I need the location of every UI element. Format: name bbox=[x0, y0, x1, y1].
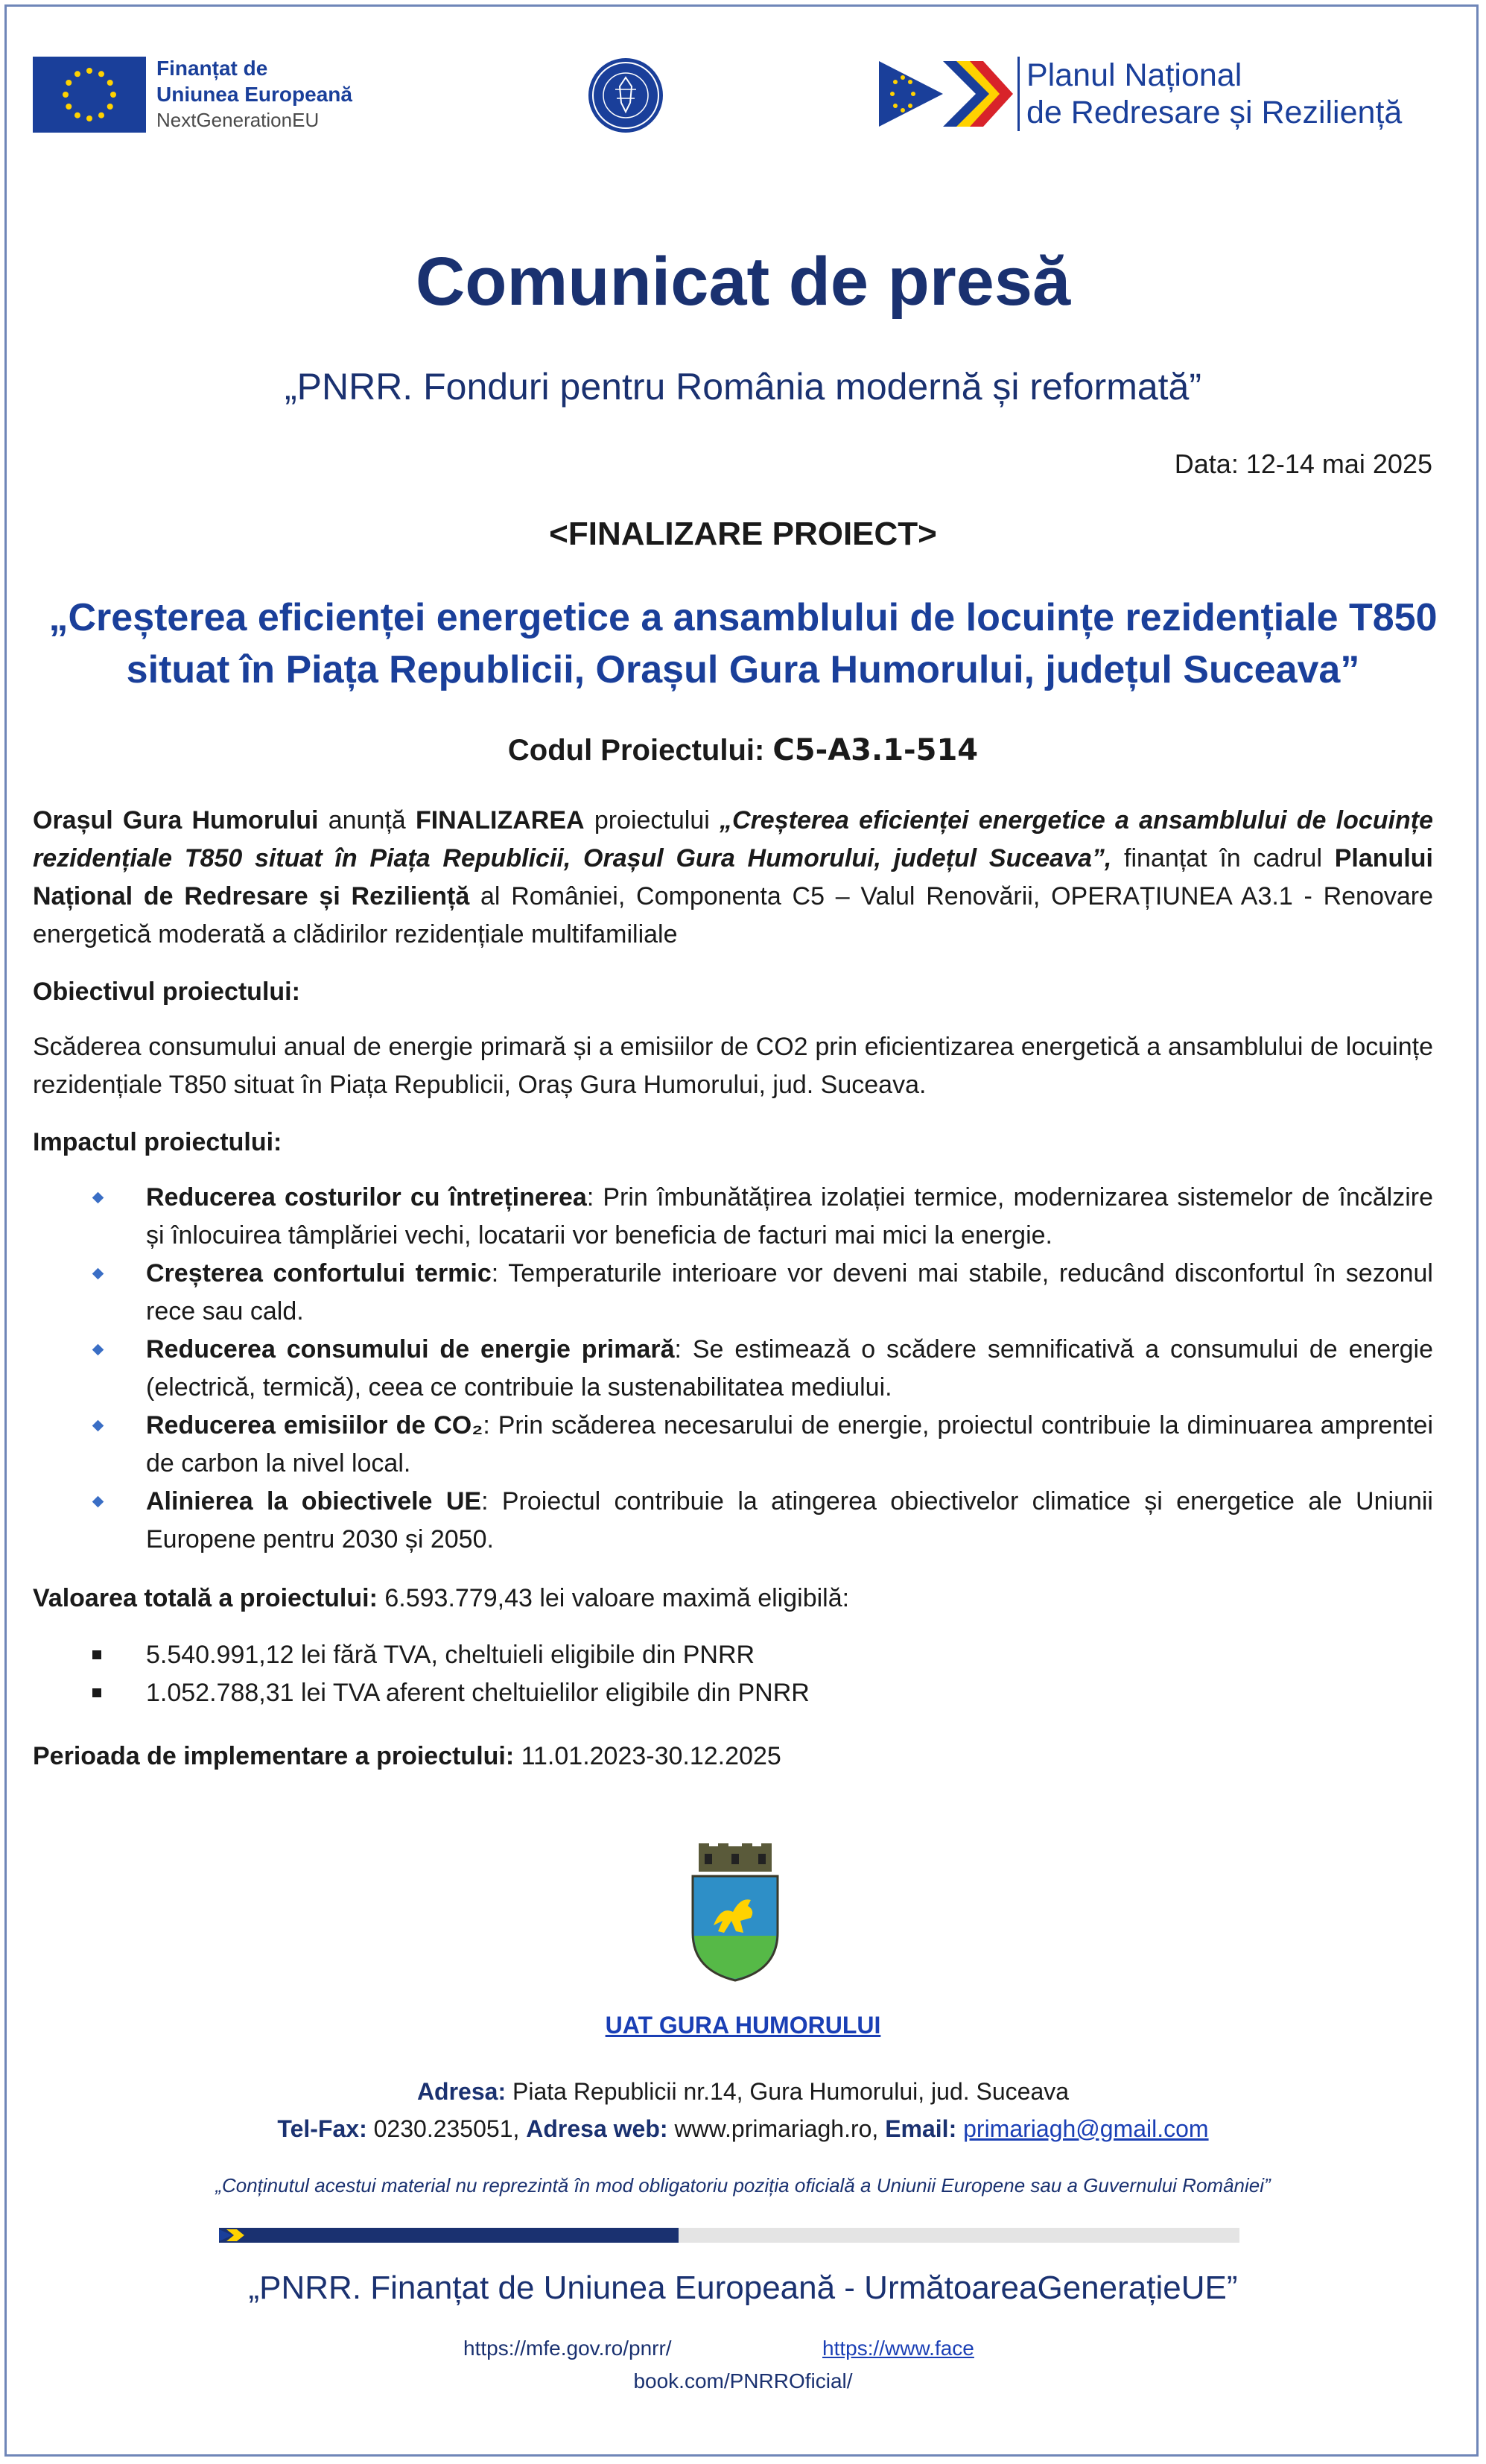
eu-star bbox=[74, 113, 80, 118]
project-code bbox=[0, 733, 1486, 767]
list-item bbox=[33, 1179, 1433, 1255]
progress-bar bbox=[219, 2228, 1239, 2243]
eu-star bbox=[110, 92, 116, 98]
intro-t1: anunță bbox=[318, 806, 416, 834]
impact-bold: Reducerea consumului de energie primară bbox=[146, 1335, 675, 1364]
list-item bbox=[33, 1483, 1433, 1559]
square-bullet-icon bbox=[92, 1650, 101, 1659]
eu-star bbox=[98, 71, 104, 77]
diamond-bullet-icon bbox=[92, 1268, 104, 1280]
intro-finalizarea: FINALIZAREA bbox=[415, 806, 585, 834]
intro-org: Orașul Gura Humorului bbox=[33, 806, 319, 834]
list-item bbox=[33, 1674, 1433, 1712]
intro-t4: al României, Componenta C5 – Valul Renovării, OPERAȚIUNEA A3.1 - Renovare energetică moderată a clădirilor rezidențiale multifamiliale bbox=[33, 882, 1433, 948]
pnrr-logo-icon bbox=[879, 55, 1013, 133]
intro-paragraph bbox=[33, 802, 1433, 954]
diamond-bullet-icon bbox=[92, 1420, 104, 1432]
web-value: www.primariagh.ro, bbox=[667, 2115, 886, 2142]
impact-bold: Alinierea la obiectivele UE bbox=[146, 1487, 482, 1516]
diamond-bullet-icon bbox=[92, 1344, 104, 1356]
eu-star bbox=[98, 113, 104, 118]
total-value-text: 6.593.779,43 lei valoare maximă eligibilă: bbox=[377, 1584, 850, 1612]
facebook-link-continued[interactable]: book.com/PNRROficial/ bbox=[633, 2369, 853, 2392]
project-code-label: Codul Proiectului: bbox=[507, 734, 773, 767]
finalizare-heading: <FINALIZARE PROIECT> bbox=[549, 516, 937, 552]
pnrr-arrow-icon bbox=[219, 2228, 264, 2243]
telfax-label: Tel-Fax: bbox=[277, 2115, 367, 2142]
address-line bbox=[0, 2073, 1486, 2110]
address-value: Piata Republicii nr.14, Gura Humorului, jud. Suceava bbox=[506, 2078, 1070, 2105]
eu-star bbox=[86, 68, 92, 74]
footer-slogan: „PNRR. Finanțat de Uniunea Europeană - UrmătoareaGenerațieUE” bbox=[248, 2270, 1238, 2306]
eu-star bbox=[66, 80, 72, 86]
telfax-value: 0230.235051, bbox=[366, 2115, 527, 2142]
list-item bbox=[33, 1636, 1433, 1674]
eu-star bbox=[74, 71, 80, 77]
impact-text: : Prin îmbunătățirea izolației termice, modernizarea sistemelor de încălzire și înlocuirea tâmplăriei vechi, locatarii vor beneficia de facturi mai mici la energie. bbox=[146, 1183, 1433, 1250]
total-value bbox=[33, 1580, 1433, 1618]
page-title: Comunicat de presă bbox=[415, 244, 1071, 320]
diamond-bullet-icon bbox=[92, 1192, 104, 1204]
implementation-period bbox=[33, 1738, 1433, 1776]
intro-project: „Creșterea eficienței energetice a ansamblului de locuințe rezidențiale T850 situat în Piața Republicii, Orașul Gura Humorului, județul Suceava”, bbox=[33, 806, 1433, 872]
facebook-link[interactable]: https://www.face bbox=[822, 2337, 974, 2360]
eu-line1: Finanțat de bbox=[156, 57, 268, 80]
impact-text: : Proiectul contribuie la atingerea obiectivelor climatice și energetice ale Uniunii Europene pentru 2030 și 2050. bbox=[146, 1487, 1433, 1554]
value-item: 5.540.991,12 lei fără TVA, cheltuieli eligibile din PNRR bbox=[146, 1641, 755, 1669]
contact-block bbox=[0, 2073, 1486, 2147]
list-item bbox=[33, 1331, 1433, 1407]
objective-text: Scăderea consumului anual de energie primară și a emisiilor de CO2 prin eficientizarea energetică a ansamblului de locuințe rezidențiale T850 situat în Piața Republicii, Oraș Gura Humorului, jud. Suceava. bbox=[33, 1033, 1433, 1099]
intro-t3: finanțat în cadrul bbox=[1111, 844, 1335, 872]
disclaimer: „Conținutul acestui material nu reprezintă în mod obligatoriu poziția oficială a Uniunii Europene sau a Guvernului României” bbox=[215, 2174, 1271, 2197]
impact-list bbox=[33, 1179, 1433, 1559]
eu-funding-text bbox=[156, 55, 352, 133]
impact-bold: Creșterea confortului termic bbox=[146, 1259, 492, 1288]
impact-heading: Impactul proiectului: bbox=[33, 1128, 282, 1156]
total-value-label: Valoarea totală a proiectului: bbox=[33, 1584, 378, 1612]
uat-link[interactable]: UAT GURA HUMORULUI bbox=[605, 2012, 881, 2039]
contact-line bbox=[0, 2110, 1486, 2147]
intro-plan: Planului Național de Redresare și Reziliență bbox=[33, 844, 1433, 910]
email-label: Email: bbox=[885, 2115, 957, 2142]
square-bullet-icon bbox=[92, 1688, 101, 1697]
impact-text: : Se estimează o scădere semnificativă a consumului de energie (electrică, termică), ceea ce contribuie la sustenabilitatea mediului. bbox=[146, 1335, 1433, 1402]
pnrr-title bbox=[1026, 57, 1402, 131]
guvernul-romaniei-seal-icon bbox=[587, 57, 664, 134]
eu-line3: NextGenerationEU bbox=[156, 109, 320, 131]
project-title bbox=[30, 592, 1456, 696]
eu-line2: Uniunea Europeană bbox=[156, 83, 352, 106]
list-item bbox=[33, 1407, 1433, 1483]
project-code-value: C5-A3.1-514 bbox=[772, 733, 979, 767]
diamond-bullet-icon bbox=[92, 1496, 104, 1508]
intro-t2: proiectului bbox=[584, 806, 720, 834]
impact-bold: Reducerea costurilor cu întreținerea bbox=[146, 1183, 587, 1212]
press-date: Data: 12-14 mai 2025 bbox=[1174, 449, 1432, 479]
eu-star bbox=[86, 115, 92, 121]
eu-star bbox=[107, 104, 113, 110]
value-item: 1.052.788,31 lei TVA aferent cheltuielilor eligibile din PNRR bbox=[146, 1679, 810, 1707]
project-title-line2: situat în Piața Republicii, Orașul Gura Humorului, județul Suceava” bbox=[126, 648, 1360, 691]
eu-star bbox=[63, 92, 69, 98]
eu-star bbox=[107, 80, 113, 86]
web-label: Adresa web: bbox=[526, 2115, 668, 2142]
project-title-line1: „Creșterea eficienței energetice a ansamblului de locuințe rezidențiale T850 bbox=[48, 596, 1438, 639]
period-label: Perioada de implementare a proiectului: bbox=[33, 1742, 515, 1770]
email-link[interactable]: primariagh@gmail.com bbox=[963, 2115, 1209, 2142]
gura-humorului-coat-of-arms-icon bbox=[688, 1843, 782, 1982]
pnrr-divider bbox=[1017, 57, 1020, 131]
impact-text: : Prin scăderea necesarului de energie, proiectul contribuie la diminuarea amprentei de carbon la nivel local. bbox=[146, 1411, 1433, 1478]
eu-flag-icon bbox=[33, 57, 146, 133]
impact-bold: Reducerea emisiilor de CO₂ bbox=[146, 1411, 483, 1440]
progress-fill bbox=[219, 2228, 679, 2243]
list-item bbox=[33, 1255, 1433, 1331]
page-subtitle: „PNRR. Fonduri pentru România modernă și reformată” bbox=[284, 366, 1202, 408]
period-value: 11.01.2023-30.12.2025 bbox=[514, 1742, 781, 1770]
eu-star bbox=[66, 104, 72, 110]
objective-heading: Obiectivul proiectului: bbox=[33, 978, 300, 1006]
address-label: Adresa: bbox=[416, 2078, 507, 2105]
mfe-link[interactable]: https://mfe.gov.ro/pnrr/ bbox=[463, 2337, 672, 2360]
pnrr-line1: Planul Național bbox=[1026, 57, 1242, 93]
value-breakdown-list bbox=[33, 1636, 1433, 1712]
impact-text: : Temperaturile interioare vor deveni mai stabile, reducând disconfortul în sezonul rece sau cald. bbox=[146, 1259, 1433, 1326]
pnrr-line2: de Redresare și Reziliență bbox=[1026, 95, 1403, 130]
